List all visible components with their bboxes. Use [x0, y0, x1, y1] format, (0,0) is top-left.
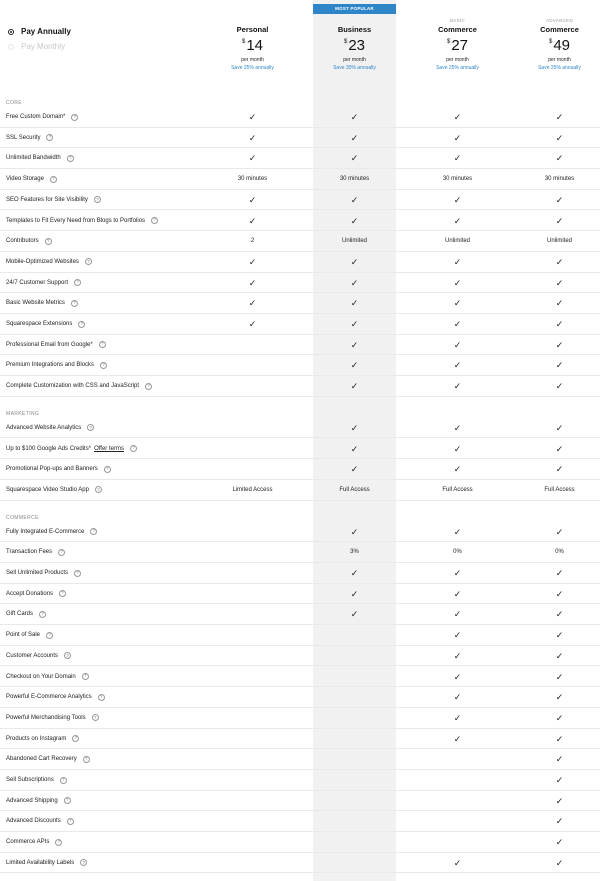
- help-icon[interactable]: ?: [92, 714, 99, 721]
- feature-label: [6, 584, 66, 604]
- feature-row: [0, 169, 600, 190]
- feature-row: [0, 770, 600, 791]
- plan-header: [518, 18, 600, 71]
- plan-per-month: per month: [446, 57, 469, 63]
- check-icon: ✓: [350, 609, 359, 620]
- help-icon[interactable]: ?: [80, 859, 87, 866]
- check-icon: ✓: [453, 112, 462, 122]
- help-icon[interactable]: ?: [74, 279, 81, 286]
- feature-value: 30 minutes: [237, 176, 268, 183]
- feature-name: Up to $100 Google Ads Credits*: [6, 445, 92, 452]
- feature-value: Limited Access: [232, 486, 273, 493]
- check-icon: ✓: [555, 837, 564, 848]
- feature-row: [0, 148, 600, 169]
- feature-value: Unlimited: [444, 238, 470, 245]
- feature-label: [6, 770, 67, 790]
- feature-label: [6, 169, 57, 189]
- feature-value: Unlimited: [546, 238, 572, 245]
- help-icon[interactable]: ?: [46, 134, 53, 141]
- feature-value: Full Access: [544, 486, 575, 493]
- check-icon: ✓: [453, 319, 462, 329]
- check-icon: ✓: [453, 526, 462, 537]
- plan-header: [416, 18, 499, 71]
- feature-label: [6, 832, 62, 852]
- feature-name: Squarespace Extensions: [6, 321, 73, 327]
- feature-name: Advanced Shipping: [6, 797, 58, 804]
- check-icon: ✓: [350, 339, 359, 350]
- pay-annually-option[interactable]: [8, 24, 71, 39]
- feature-row: [0, 522, 600, 543]
- help-icon[interactable]: ?: [85, 258, 92, 265]
- check-icon: ✓: [453, 588, 462, 599]
- check-icon: ✓: [248, 153, 257, 164]
- help-icon[interactable]: ?: [50, 176, 57, 183]
- plan-currency: $: [241, 39, 246, 45]
- feature-label: [6, 667, 89, 687]
- plan-name: Personal: [236, 25, 269, 34]
- feature-row: [0, 832, 600, 853]
- check-icon: ✓: [555, 381, 564, 392]
- feature-label: [6, 522, 97, 542]
- feature-value: 0%: [453, 549, 462, 556]
- feature-name: Basic Website Metrics: [6, 300, 65, 307]
- pay-monthly-label: Pay Monthly: [21, 42, 66, 51]
- plan-savings: Save 25% annually: [538, 65, 581, 71]
- check-icon: ✓: [555, 671, 564, 682]
- check-icon: ✓: [555, 568, 564, 578]
- feature-label: [6, 542, 65, 562]
- feature-row: [0, 729, 600, 750]
- check-icon: ✓: [555, 464, 564, 475]
- feature-value: 2: [250, 238, 255, 245]
- check-icon: ✓: [350, 443, 359, 454]
- check-icon: ✓: [453, 464, 462, 475]
- plan-savings: Save 25% annually: [231, 65, 274, 71]
- feature-label: [6, 439, 137, 459]
- feature-label: [6, 625, 53, 645]
- feature-value: 3%: [350, 549, 359, 556]
- plan-price: [211, 37, 294, 54]
- feature-row: [0, 811, 600, 832]
- check-icon: ✓: [555, 194, 564, 205]
- feature-label: [6, 190, 101, 210]
- feature-name: Sell Unlimited Products: [6, 570, 69, 576]
- feature-row: [0, 107, 600, 128]
- help-icon[interactable]: ?: [74, 570, 81, 577]
- check-icon: ✓: [555, 650, 564, 661]
- check-icon: ✓: [453, 568, 462, 578]
- check-icon: ✓: [453, 671, 462, 682]
- section-label: CORE: [6, 100, 23, 106]
- check-icon: ✓: [453, 215, 462, 226]
- check-icon: ✓: [453, 609, 462, 620]
- feature-row: [0, 625, 600, 646]
- check-icon: ✓: [453, 153, 462, 164]
- help-icon[interactable]: ?: [99, 341, 106, 348]
- radio-unchecked-icon[interactable]: [8, 44, 14, 50]
- check-icon: ✓: [453, 381, 462, 392]
- feature-value: 30 minutes: [339, 176, 370, 183]
- check-icon: ✓: [453, 712, 462, 723]
- plan-per-month: per month: [241, 57, 264, 63]
- help-icon[interactable]: ?: [94, 196, 101, 203]
- billing-toggle[interactable]: [8, 24, 71, 54]
- feature-name: Premium Integrations and Blocks: [6, 362, 95, 369]
- feature-name: Free Custom Domain*: [6, 114, 66, 120]
- check-icon: ✓: [453, 630, 462, 641]
- feature-name: Point of Sale: [6, 632, 41, 639]
- feature-name: Advanced Website Analytics: [6, 424, 82, 431]
- help-icon[interactable]: ?: [145, 383, 152, 390]
- feature-name: SSL Security: [6, 134, 41, 141]
- check-icon: ✓: [248, 194, 257, 205]
- feature-name: Complete Customization with CSS and JavaScript: [6, 383, 140, 390]
- help-icon[interactable]: ?: [45, 238, 52, 245]
- help-icon[interactable]: ?: [58, 549, 65, 556]
- help-icon[interactable]: ?: [64, 652, 71, 659]
- feature-row: [0, 480, 600, 501]
- feature-row: [0, 128, 600, 149]
- feature-label: [6, 646, 71, 666]
- feature-row: [0, 604, 600, 625]
- check-icon: ✓: [350, 132, 359, 143]
- plan-tier: [313, 18, 396, 25]
- check-icon: ✓: [350, 256, 359, 267]
- feature-row: [0, 335, 600, 356]
- feature-label: [6, 231, 52, 251]
- feature-label: [6, 604, 46, 624]
- feature-label: [6, 211, 158, 231]
- check-icon: ✓: [350, 360, 359, 371]
- check-icon: ✓: [555, 360, 564, 371]
- plan-header: [313, 18, 396, 71]
- check-icon: ✓: [453, 422, 462, 433]
- plan-price-value: 23: [348, 37, 366, 54]
- feature-label: [6, 563, 81, 583]
- feature-row: [0, 687, 600, 708]
- radio-checked-icon[interactable]: [8, 29, 14, 35]
- check-icon: ✓: [350, 298, 359, 309]
- feature-name: Limited Availability Labels: [6, 859, 75, 866]
- plan-price: [518, 37, 600, 54]
- check-icon: ✓: [555, 153, 564, 164]
- check-icon: ✓: [350, 464, 359, 475]
- feature-name: Abandoned Cart Recovery: [6, 756, 77, 763]
- feature-label: [6, 314, 85, 334]
- help-icon[interactable]: ?: [59, 590, 66, 597]
- check-icon: ✓: [350, 194, 359, 205]
- feature-row: [0, 293, 600, 314]
- pay-annually-label: Pay Annually: [21, 27, 71, 36]
- check-icon: ✓: [248, 215, 257, 226]
- feature-name: Powerful E-Commerce Analytics: [6, 694, 92, 701]
- feature-row: [0, 314, 600, 335]
- feature-name: Fully Integrated E-Commerce: [6, 528, 85, 535]
- feature-name: Squarespace Video Studio App: [6, 486, 89, 493]
- check-icon: ✓: [453, 650, 462, 661]
- help-icon[interactable]: ?: [130, 445, 137, 452]
- feature-label: [6, 273, 81, 293]
- plan-tier: [211, 18, 294, 25]
- plan-name: Business: [337, 25, 372, 34]
- feature-row: [0, 749, 600, 770]
- check-icon: ✓: [453, 132, 462, 143]
- help-icon[interactable]: ?: [46, 632, 53, 639]
- feature-label: [6, 128, 53, 148]
- feature-name: Templates to Fit Every Need from Blogs to Portfolios: [6, 217, 146, 224]
- feature-name: Products on Instagram: [6, 735, 67, 742]
- feature-name: Accept Donations: [6, 590, 54, 597]
- feature-name: Advanced Discounts: [6, 818, 61, 825]
- help-icon[interactable]: ?: [151, 217, 158, 224]
- offer-terms-link[interactable]: Offer terms: [94, 445, 124, 452]
- check-icon: ✓: [350, 153, 359, 164]
- help-icon[interactable]: ?: [67, 155, 74, 162]
- plan-currency: $: [343, 39, 348, 45]
- feature-name: Powerful Merchandising Tools: [6, 714, 86, 721]
- feature-name: Promotional Pop-ups and Banners: [6, 466, 98, 473]
- feature-name: Transaction Fees: [6, 549, 53, 556]
- feature-label: [6, 107, 78, 127]
- help-icon[interactable]: ?: [67, 818, 74, 825]
- check-icon: ✓: [555, 733, 564, 744]
- feature-value: 30 minutes: [442, 176, 473, 183]
- feature-label: [6, 687, 105, 707]
- check-icon: ✓: [555, 132, 564, 143]
- feature-name: Checkout on Your Domain: [6, 673, 76, 680]
- help-icon[interactable]: ?: [95, 486, 102, 493]
- check-icon: ✓: [453, 443, 462, 454]
- help-icon[interactable]: ?: [39, 611, 46, 618]
- check-icon: ✓: [555, 215, 564, 226]
- check-icon: ✓: [453, 360, 462, 371]
- check-icon: ✓: [555, 256, 564, 267]
- feature-value: Full Access: [442, 486, 473, 493]
- check-icon: ✓: [555, 298, 564, 309]
- feature-row: [0, 853, 600, 874]
- plan-per-month: per month: [548, 57, 571, 63]
- check-icon: ✓: [248, 132, 257, 143]
- feature-row: [0, 791, 600, 812]
- plan-savings: Save 30% annually: [333, 65, 376, 71]
- feature-label: [6, 853, 87, 873]
- check-icon: ✓: [555, 795, 564, 806]
- help-icon[interactable]: ?: [83, 756, 90, 763]
- feature-row: [0, 376, 600, 397]
- check-icon: ✓: [555, 277, 564, 288]
- help-icon[interactable]: ?: [71, 114, 78, 121]
- feature-name: Mobile-Optimized Websites: [6, 258, 79, 265]
- feature-name: Contributors: [6, 238, 39, 245]
- check-icon: ✓: [248, 277, 257, 288]
- plan-price-value: 14: [246, 37, 264, 54]
- plan-price: [313, 37, 396, 54]
- plan-price: [416, 37, 499, 54]
- check-icon: ✓: [555, 112, 564, 122]
- check-icon: ✓: [555, 775, 564, 785]
- section-label: MARKETING: [6, 410, 40, 417]
- feature-label: [6, 480, 102, 500]
- check-icon: ✓: [453, 857, 462, 868]
- check-icon: ✓: [555, 588, 564, 599]
- check-icon: ✓: [555, 339, 564, 350]
- help-icon[interactable]: ?: [64, 797, 71, 804]
- check-icon: ✓: [453, 277, 462, 288]
- check-icon: ✓: [350, 422, 359, 433]
- feature-label: [6, 459, 111, 479]
- feature-row: [0, 563, 600, 584]
- plan-savings: Save 25% annually: [436, 65, 479, 71]
- feature-name: SEO Features for Site Visibility: [6, 196, 88, 203]
- help-icon[interactable]: ?: [55, 839, 62, 846]
- check-icon: ✓: [453, 339, 462, 350]
- help-icon[interactable]: ?: [60, 777, 67, 784]
- check-icon: ✓: [555, 630, 564, 641]
- feature-row: [0, 252, 600, 273]
- check-icon: ✓: [248, 112, 257, 122]
- feature-row: [0, 667, 600, 688]
- check-icon: ✓: [350, 526, 359, 537]
- feature-name: Gift Cards: [6, 611, 34, 618]
- help-icon[interactable]: ?: [90, 528, 97, 535]
- feature-row: [0, 190, 600, 211]
- plan-name: Commerce: [438, 25, 477, 34]
- feature-name: Unlimited Bandwidth: [6, 155, 61, 162]
- help-icon[interactable]: ?: [72, 735, 79, 742]
- check-icon: ✓: [555, 526, 564, 537]
- help-icon[interactable]: ?: [98, 694, 105, 701]
- check-icon: ✓: [350, 568, 359, 578]
- plan-currency: $: [548, 39, 553, 45]
- check-icon: ✓: [453, 692, 462, 703]
- feature-name: Customer Accounts: [6, 652, 59, 659]
- check-icon: ✓: [350, 381, 359, 392]
- feature-value: 30 minutes: [544, 176, 575, 183]
- section-label: COMMERCE: [6, 514, 39, 521]
- feature-label: [6, 376, 152, 396]
- feature-row: [0, 646, 600, 667]
- check-icon: ✓: [453, 194, 462, 205]
- feature-label: [6, 293, 78, 313]
- feature-name: Video Storage: [6, 176, 44, 183]
- check-icon: ✓: [350, 112, 359, 122]
- check-icon: ✓: [350, 588, 359, 599]
- check-icon: ✓: [453, 298, 462, 309]
- help-icon[interactable]: ?: [82, 673, 89, 680]
- most-popular-badge: MOST POPULAR: [313, 4, 396, 14]
- plan-tier: BASIC: [449, 18, 465, 23]
- check-icon: ✓: [555, 712, 564, 723]
- feature-label: [6, 811, 74, 831]
- feature-value: 0%: [555, 549, 564, 556]
- feature-row: [0, 355, 600, 376]
- check-icon: ✓: [453, 733, 462, 744]
- feature-label: [6, 791, 71, 811]
- plan-name: Commerce: [540, 25, 579, 34]
- feature-row: [0, 418, 600, 439]
- feature-label: [6, 729, 79, 749]
- feature-label: [6, 355, 107, 375]
- feature-row: [0, 231, 600, 252]
- feature-label: [6, 148, 74, 168]
- feature-label: [6, 418, 94, 438]
- plan-price-value: 27: [451, 37, 469, 54]
- plan-price-value: 49: [553, 37, 571, 54]
- help-icon[interactable]: ?: [104, 466, 111, 473]
- feature-row: [0, 273, 600, 294]
- check-icon: ✓: [350, 277, 359, 288]
- plan-header: [211, 18, 294, 71]
- check-icon: ✓: [248, 256, 257, 267]
- check-icon: ✓: [350, 319, 359, 329]
- check-icon: ✓: [555, 816, 564, 827]
- help-icon[interactable]: ?: [87, 424, 94, 431]
- feature-row: [0, 542, 600, 563]
- check-icon: ✓: [555, 609, 564, 620]
- help-icon[interactable]: ?: [78, 321, 85, 328]
- check-icon: ✓: [555, 754, 564, 765]
- feature-label: [6, 749, 90, 769]
- check-icon: ✓: [555, 443, 564, 454]
- pay-monthly-option[interactable]: [8, 39, 71, 54]
- check-icon: ✓: [555, 422, 564, 433]
- plan-currency: $: [446, 39, 451, 45]
- help-icon[interactable]: ?: [71, 300, 78, 307]
- feature-value: Full Access: [339, 486, 370, 493]
- feature-row: [0, 211, 600, 232]
- check-icon: ✓: [350, 215, 359, 226]
- plan-per-month: per month: [343, 57, 366, 63]
- check-icon: ✓: [555, 692, 564, 703]
- feature-value: Unlimited: [341, 238, 367, 245]
- feature-row: [0, 439, 600, 460]
- check-icon: ✓: [248, 319, 257, 329]
- feature-row: [0, 584, 600, 605]
- feature-name: 24/7 Customer Support: [6, 279, 69, 286]
- feature-label: [6, 335, 106, 355]
- feature-row: [0, 459, 600, 480]
- check-icon: ✓: [453, 256, 462, 267]
- help-icon[interactable]: ?: [100, 362, 107, 369]
- feature-name: Commerce APIs: [6, 839, 50, 846]
- feature-row: [0, 708, 600, 729]
- check-icon: ✓: [248, 298, 257, 309]
- plan-tier: ADVANCED: [545, 18, 574, 23]
- check-icon: ✓: [555, 857, 564, 868]
- check-icon: ✓: [555, 319, 564, 329]
- feature-label: [6, 252, 92, 272]
- feature-label: [6, 708, 99, 728]
- feature-name: Sell Subscriptions: [6, 777, 54, 783]
- feature-name: Professional Email from Google*: [6, 341, 93, 348]
